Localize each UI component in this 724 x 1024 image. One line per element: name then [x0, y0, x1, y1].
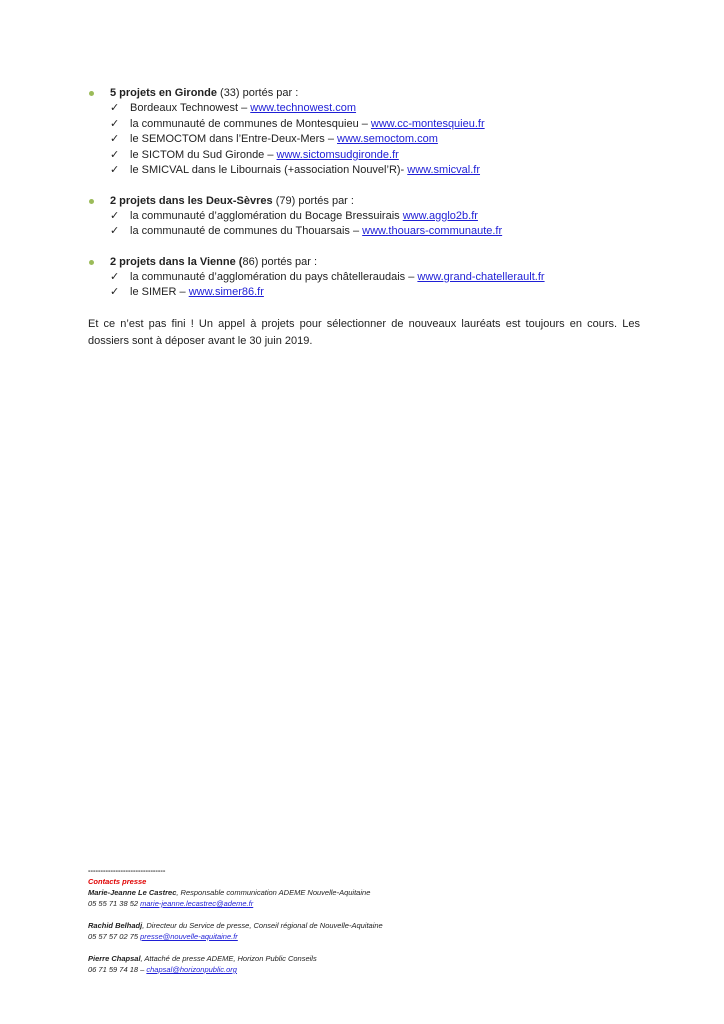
- contact-entry: [88, 920, 548, 942]
- section-code: 86): [242, 255, 259, 268]
- contact-phone: 06 71 59 74 18 –: [88, 965, 147, 974]
- checkmark-icon: ✓: [110, 270, 120, 283]
- list-item: [88, 224, 640, 240]
- contact-email-link[interactable]: presse@nouvelle-aquitaine.fr: [140, 932, 238, 941]
- contact-phone: 05 57 57 02 75: [88, 932, 141, 941]
- list-item: [88, 117, 640, 133]
- bullet-icon: [89, 91, 94, 96]
- item-text: le SIMER –: [130, 286, 189, 298]
- item-link[interactable]: www.thouars-communaute.fr: [362, 225, 503, 237]
- item-link[interactable]: www.technowest.com: [250, 102, 357, 114]
- item-link[interactable]: www.smicval.fr: [407, 164, 481, 176]
- separator-line: -------------------------------: [88, 866, 166, 875]
- item-text: la communauté d’agglomération du pays châtelleraudais –: [130, 270, 418, 283]
- section-title: 2 projets dans les Deux-Sèvres: [110, 194, 273, 207]
- item-link[interactable]: www.agglo2b.fr: [402, 209, 478, 222]
- contact-entry: [88, 953, 548, 975]
- contact-role: , Directeur du Service de presse, Conseil régional de Nouvelle-Aquitaine: [142, 921, 383, 930]
- section-gironde: [88, 86, 640, 179]
- section-title: 2 projets dans la Vienne (: [110, 255, 243, 268]
- item-link[interactable]: www.grand-chatellerault.fr: [417, 270, 545, 283]
- contacts-title: Contacts presse: [88, 877, 147, 886]
- item-text: la communauté de communes du Thouarsais –: [130, 225, 363, 237]
- contact-name: Marie-Jeanne Le Castrec: [88, 888, 177, 897]
- contact-entry: [88, 887, 548, 909]
- checkmark-icon: ✓: [110, 102, 120, 114]
- section-heading: [88, 86, 640, 101]
- item-text: la communauté d’agglomération du Bocage Bressuirais: [130, 209, 403, 222]
- item-text: la communauté de communes de Montesquieu –: [130, 117, 371, 130]
- section-code: (79): [272, 194, 296, 207]
- item-text: le SMICVAL dans le Libournais (+association Nouvel’R)-: [130, 164, 408, 176]
- checkmark-icon: ✓: [110, 133, 120, 145]
- bullet-icon: [89, 260, 94, 265]
- checkmark-icon: ✓: [110, 225, 120, 237]
- contact-role: , Responsable communication ADEME Nouvelle-Aquitaine: [176, 888, 371, 897]
- section-suffix: portés par :: [295, 194, 354, 207]
- contact-role: , Attaché de presse ADEME, Horizon Public Conseils: [140, 954, 317, 963]
- list-item: [88, 101, 640, 117]
- item-text: le SICTOM du Sud Gironde –: [130, 148, 277, 161]
- section-title: 5 projets en Gironde: [110, 87, 217, 99]
- section-deux-sevres: [88, 194, 640, 240]
- contact-email-link[interactable]: marie-jeanne.lecastrec@ademe.fr: [140, 899, 254, 908]
- list-item: [88, 285, 640, 301]
- press-contacts: [88, 865, 548, 986]
- item-link[interactable]: www.sictomsudgironde.fr: [276, 148, 399, 161]
- item-link[interactable]: www.semoctom.com: [337, 133, 438, 145]
- list-item: [88, 132, 640, 148]
- item-link[interactable]: www.simer86.fr: [188, 286, 264, 298]
- section-vienne: [88, 255, 640, 301]
- document-body: [88, 86, 640, 361]
- contact-phone: 05 55 71 38 52: [88, 899, 141, 908]
- section-heading: [88, 255, 640, 270]
- list-item: [88, 163, 640, 179]
- closing-paragraph: Et ce n’est pas fini ! Un appel à projets pour sélectionner de nouveaux lauréats est toujours en cours. Les dossiers sont à déposer avant le 30 juin 2019.: [88, 317, 640, 347]
- contact-email-link[interactable]: chapsal@horizonpublic.org: [146, 965, 237, 974]
- contact-name: Pierre Chapsal: [88, 954, 141, 963]
- list-item: [88, 148, 640, 164]
- list-item: [88, 209, 640, 225]
- checkmark-icon: ✓: [110, 164, 120, 176]
- checkmark-icon: ✓: [110, 117, 120, 130]
- section-code: (33): [216, 87, 240, 99]
- contact-name: Rachid Belhadj: [88, 921, 143, 930]
- checkmark-icon: ✓: [110, 286, 120, 298]
- bullet-icon: [89, 199, 94, 204]
- item-link[interactable]: www.cc-montesquieu.fr: [370, 117, 485, 130]
- checkmark-icon: ✓: [110, 148, 120, 161]
- list-item: [88, 270, 640, 286]
- section-suffix: portés par :: [239, 87, 299, 99]
- section-suffix: portés par :: [258, 255, 318, 268]
- checkmark-icon: ✓: [110, 209, 120, 222]
- item-text: Bordeaux Technowest –: [130, 102, 251, 114]
- item-text: le SEMOCTOM dans l’Entre-Deux-Mers –: [130, 133, 338, 145]
- section-heading: [88, 194, 640, 209]
